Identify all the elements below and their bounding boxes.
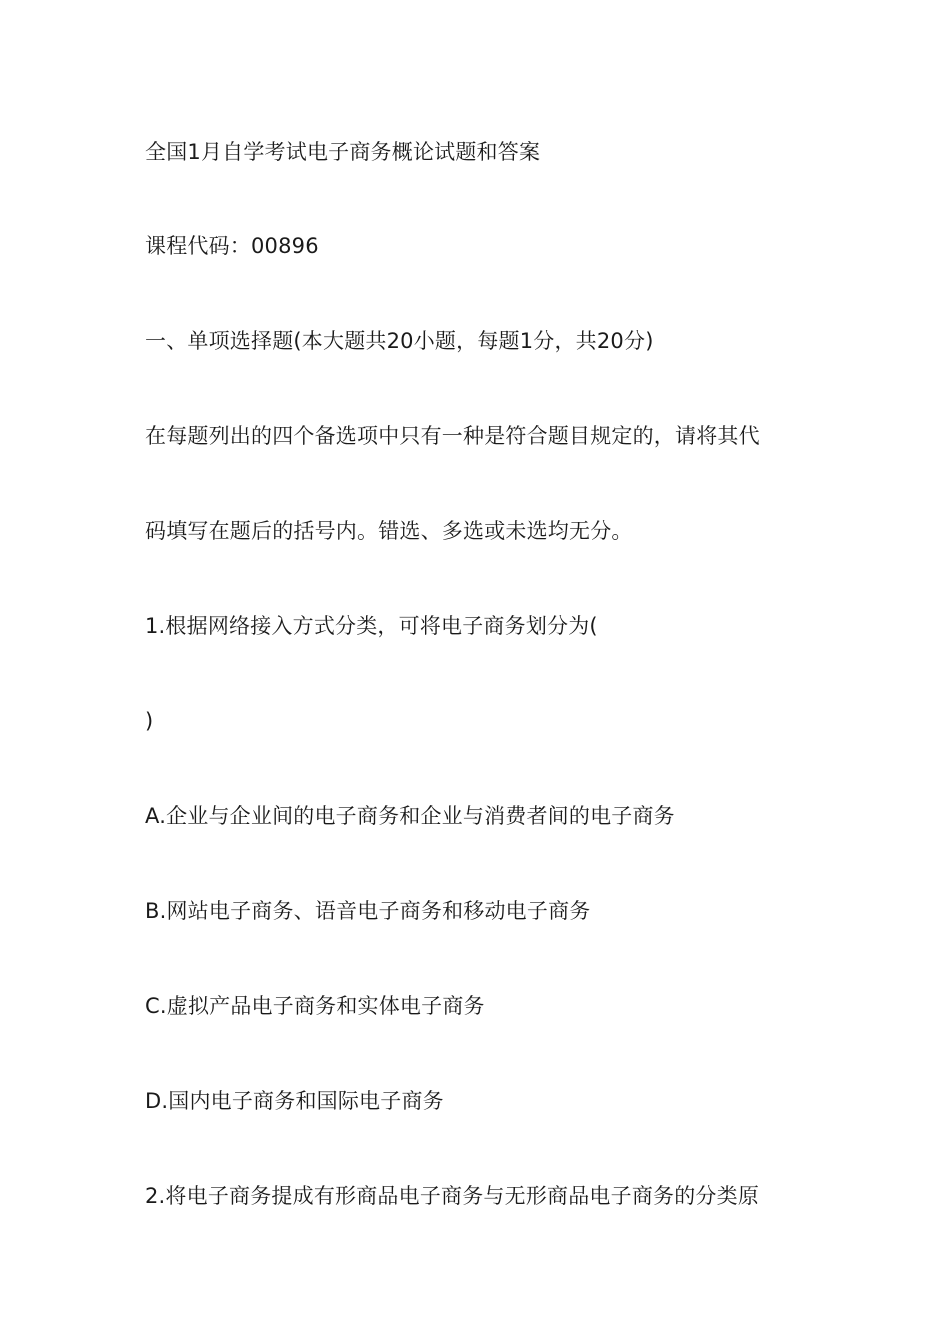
course-code: 课程代码：00896: [145, 234, 319, 258]
instruction-line-1: 在每题列出的四个备选项中只有一种是符合题目规定的，请将其代: [145, 424, 760, 448]
question-1-option-d: D.国内电子商务和国际电子商务: [145, 1089, 444, 1113]
instruction-line-2: 码填写在题后的括号内。错选、多选或未选均无分。: [145, 519, 633, 543]
section-heading: 一、单项选择题(本大题共20小题，每题1分，共20分): [145, 329, 654, 353]
question-1-option-a: A.企业与企业间的电子商务和企业与消费者间的电子商务: [145, 804, 675, 828]
question-2-stem: 2.将电子商务提成有形商品电子商务与无形商品电子商务的分类原: [145, 1184, 760, 1208]
question-1-stem-continued: ): [145, 709, 154, 733]
document-title: 全国1月自学考试电子商务概论试题和答案: [145, 140, 541, 164]
question-1-option-c: C.虚拟产品电子商务和实体电子商务: [145, 994, 485, 1018]
question-1-option-b: B.网站电子商务、语音电子商务和移动电子商务: [145, 899, 591, 923]
question-1-stem: 1.根据网络接入方式分类，可将电子商务划分为(: [145, 614, 598, 638]
